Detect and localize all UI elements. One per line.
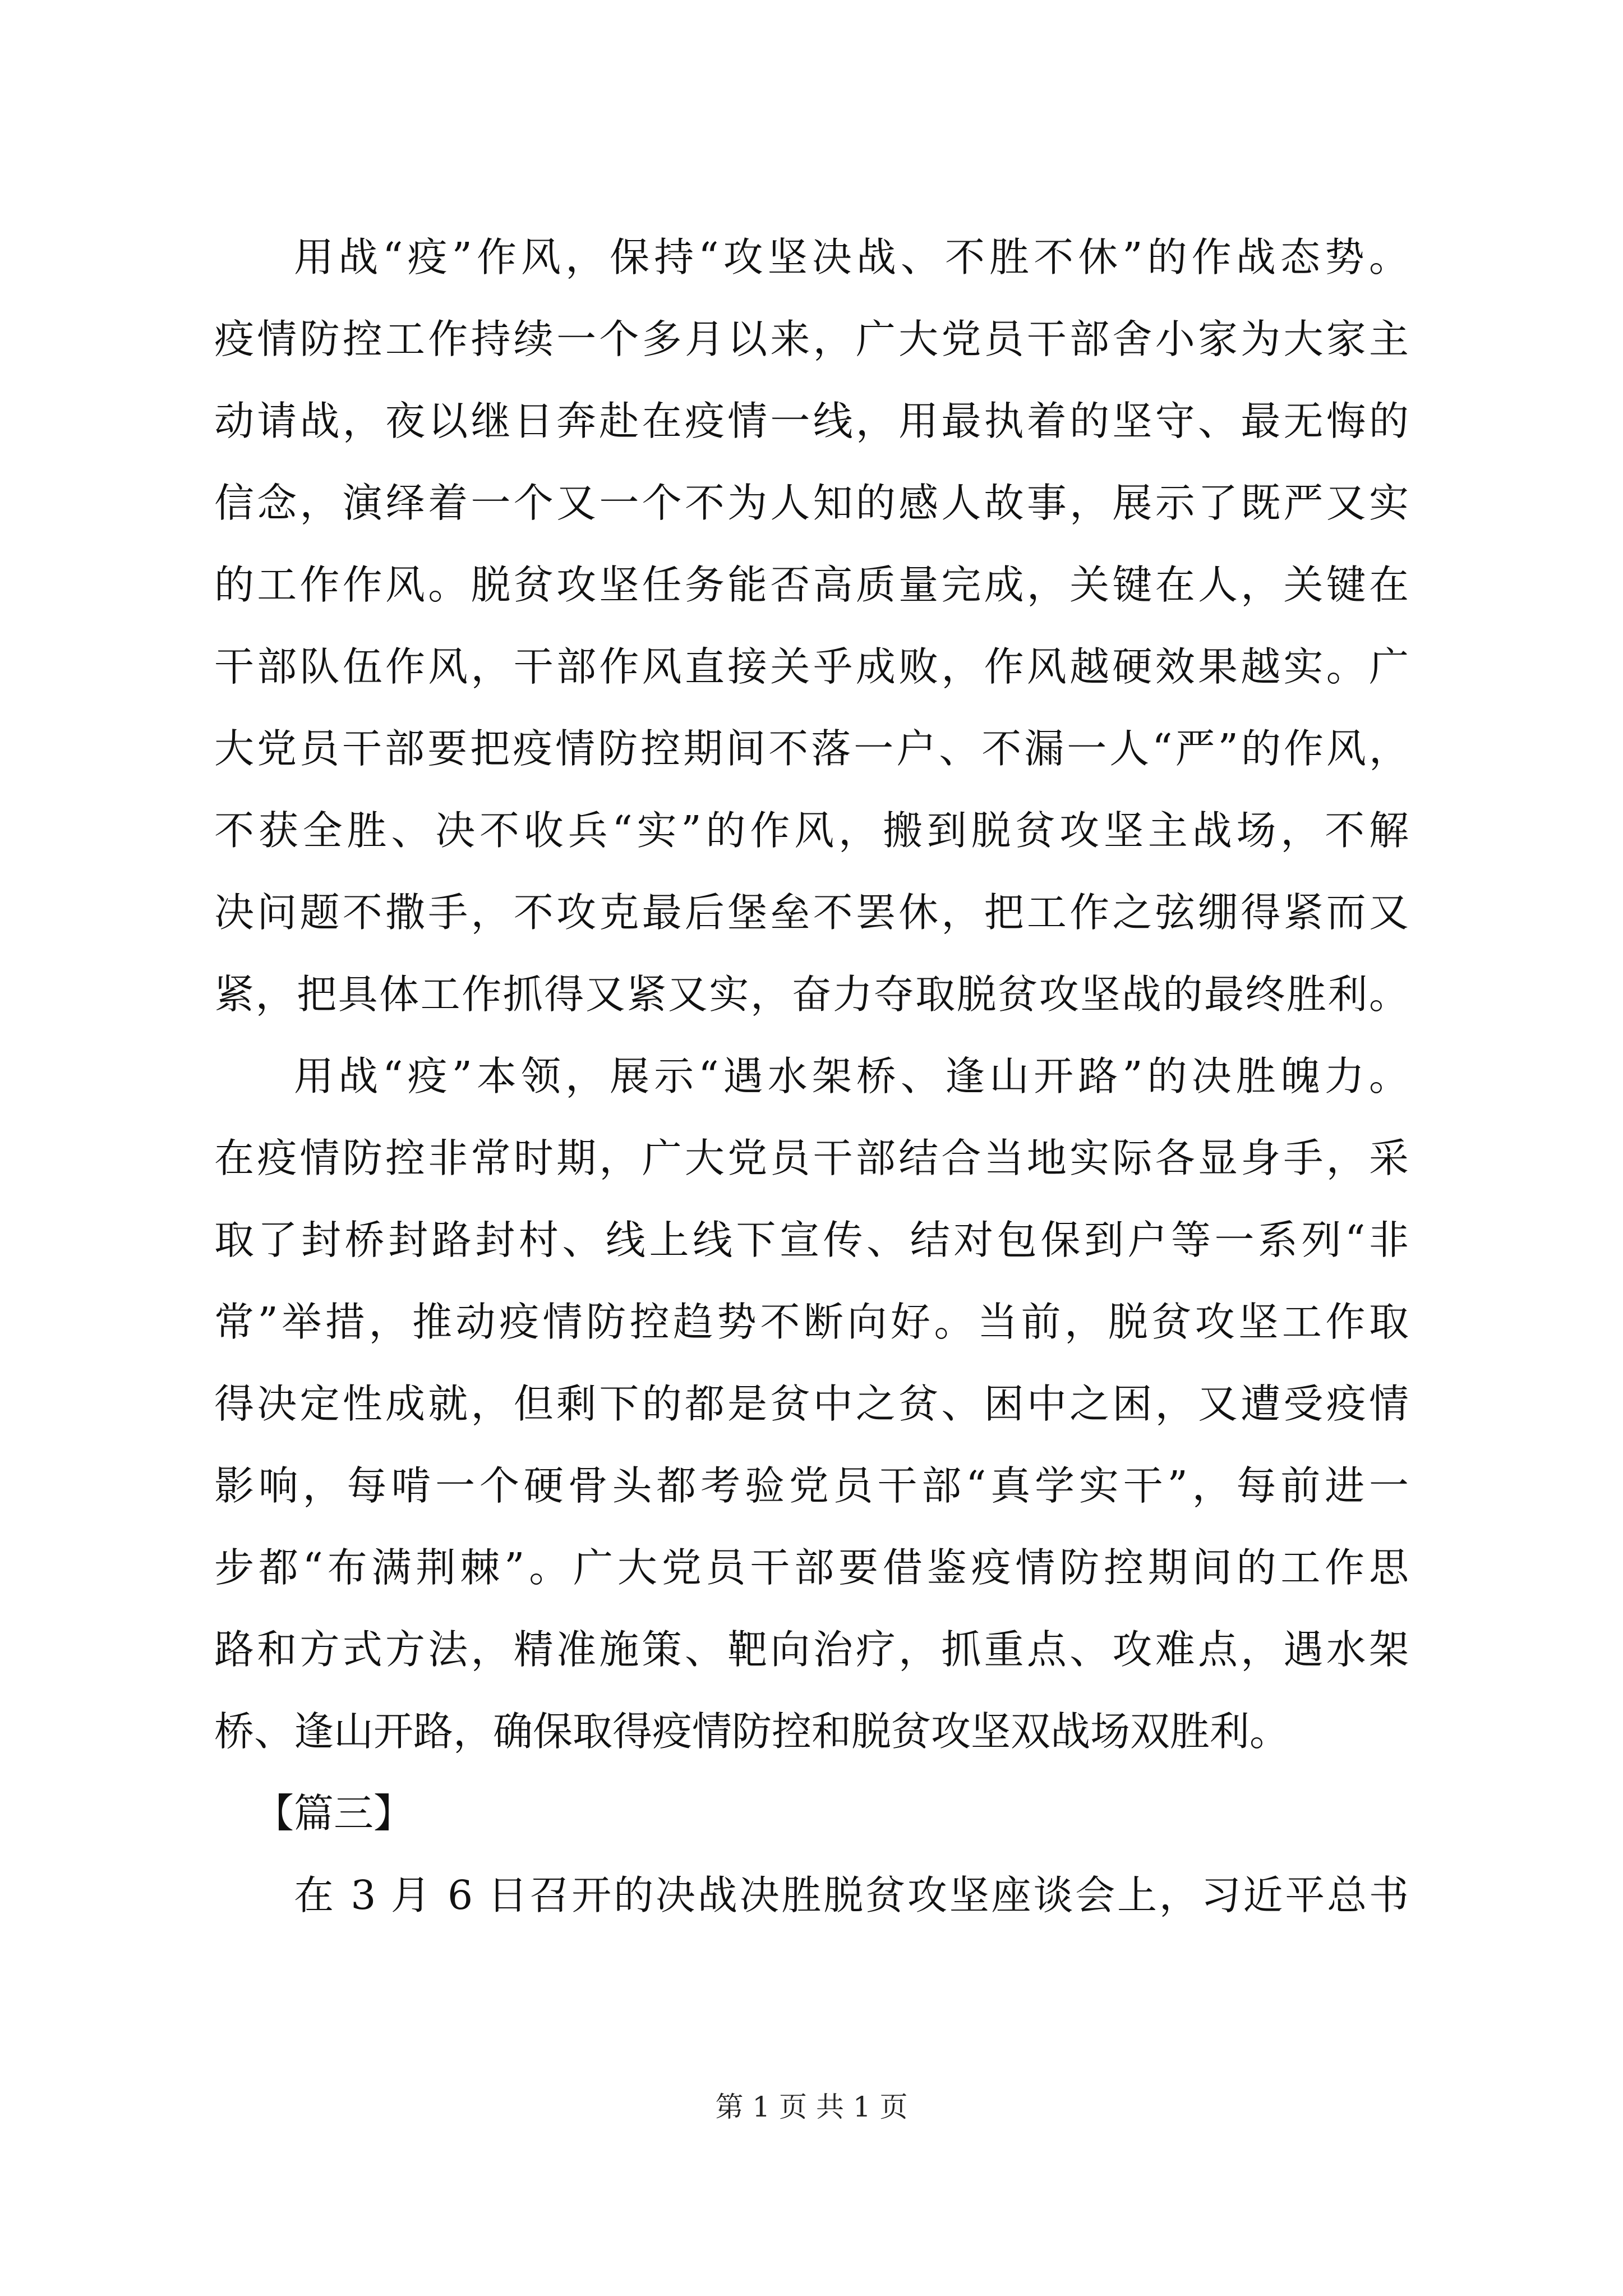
- text-line: 动请战，夜以继日奔赴在疫情一线，用最执着的坚守、最无悔的: [214, 398, 1409, 444]
- page-footer: 第 1 页 共 1 页: [715, 2091, 908, 2123]
- text-line: 取了封桥封路封村、线上线下宣传、结对包保到户等一系列“非: [214, 1217, 1409, 1263]
- paragraph: [214, 1036, 1409, 1773]
- text-line: 大党员干部要把疫情防控期间不落一户、不漏一人“严”的作风，: [214, 725, 1409, 772]
- paragraph: [214, 217, 1409, 1036]
- text-line: 的工作作风。脱贫攻坚任务能否高质量完成，关键在人，关键在: [214, 562, 1409, 608]
- text-line: 路和方式方法，精准施策、靶向治疗，抓重点、攻难点，遇水架: [214, 1626, 1409, 1673]
- text-line: 在疫情防控非常时期，广大党员干部结合当地实际各显身手，采: [214, 1135, 1409, 1181]
- text-line: 不获全胜、决不收兵“实”的作风，搬到脱贫攻坚主战场，不解: [214, 807, 1409, 854]
- text-line: 紧，把具体工作抓得又紧又实，奋力夺取脱贫攻坚战的最终胜利。: [214, 971, 1409, 1018]
- text-line: 信念，演绎着一个又一个不为人知的感人故事，展示了既严又实: [214, 480, 1409, 526]
- text-line: 得决定性成就，但剩下的都是贫中之贫、困中之困，又遭受疫情: [214, 1381, 1409, 1427]
- text-line: 用战“疫”本领，展示“遇水架桥、逢山开路”的决胜魄力。: [294, 1053, 1409, 1099]
- text-line: 桥、逢山开路，确保取得疫情防控和脱贫攻坚双战场双胜利。: [214, 1708, 1290, 1755]
- section-heading: [214, 1773, 1409, 1855]
- text-line: 常”举措，推动疫情防控趋势不断向好。当前，脱贫攻坚工作取: [214, 1299, 1409, 1345]
- text-line: 影响，每啃一个硬骨头都考验党员干部“真学实干”，每前进一: [214, 1462, 1409, 1509]
- document-body: [214, 217, 1409, 1936]
- text-line: 在 3 月 6 日召开的决战决胜脱贫攻坚座谈会上，习近平总书: [294, 1872, 1409, 1918]
- text-line: 疫情防控工作持续一个多月以来，广大党员干部舍小家为大家主: [214, 316, 1409, 362]
- section-heading-text: 【篇三】: [254, 1790, 414, 1837]
- paragraph: [214, 1855, 1409, 1936]
- text-line: 干部队伍作风，干部作风直接关乎成败，作风越硬效果越实。广: [214, 643, 1409, 690]
- text-line: 步都“布满荆棘”。广大党员干部要借鉴疫情防控期间的工作思: [214, 1544, 1409, 1591]
- text-line: 决问题不撒手，不攻克最后堡垒不罢休，把工作之弦绷得紧而又: [214, 889, 1409, 936]
- text-line: 用战“疫”作风，保持“攻坚决战、不胜不休”的作战态势。: [294, 234, 1409, 280]
